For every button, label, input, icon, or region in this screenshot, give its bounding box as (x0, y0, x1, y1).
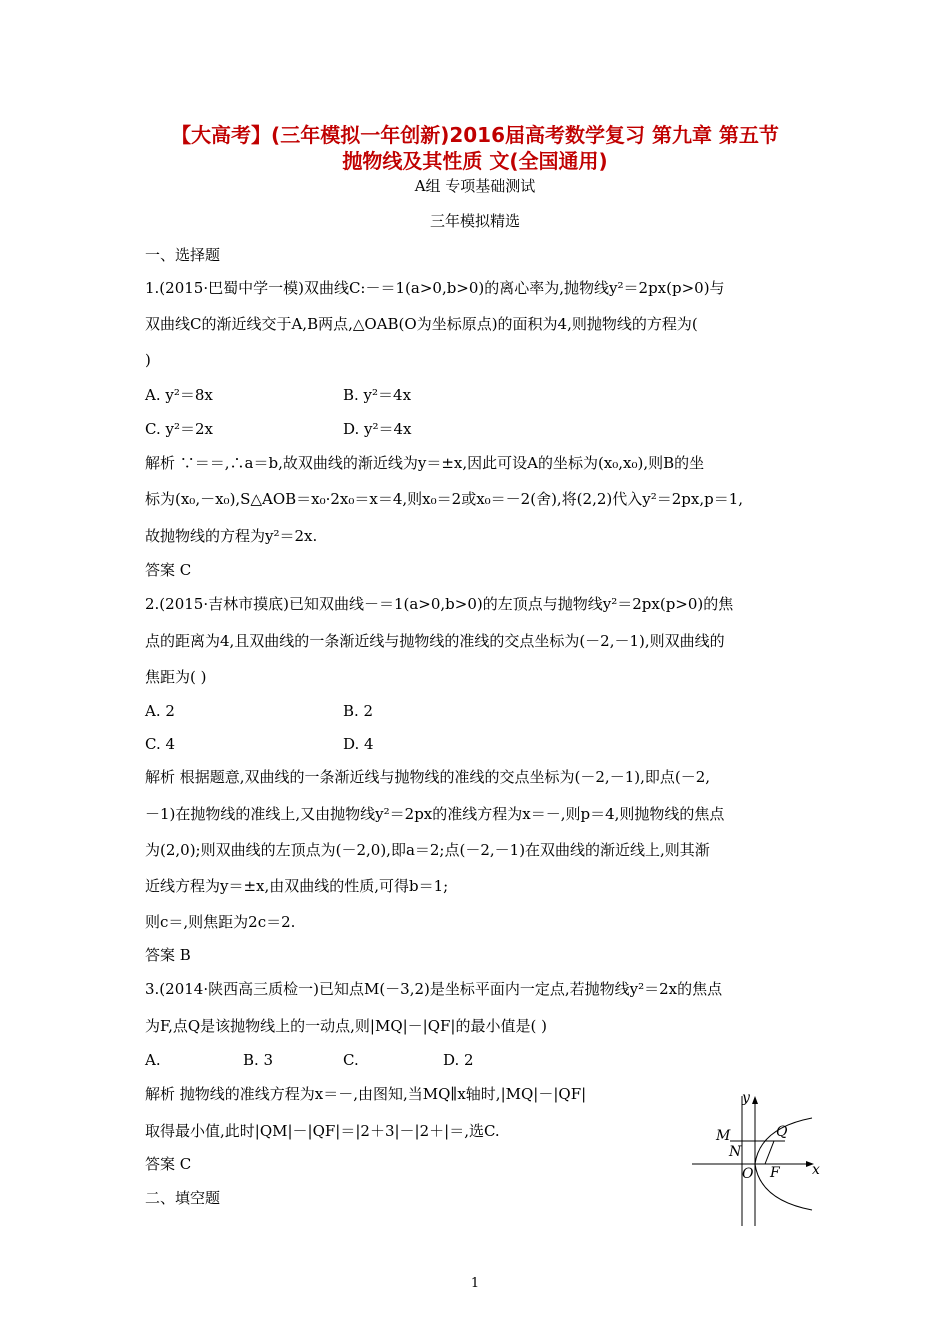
q2-option-c: C. 4 (145, 735, 176, 753)
q2-line: 点的距离为4,且双曲线的一条渐近线与抛物线的准线的交点坐标为(－2,－1),则双曲线的 (145, 632, 725, 650)
q3-line: 为F,点Q是该抛物线上的一动点,则|MQ|－|QF|的最小值是( ) (145, 1017, 547, 1035)
document-title-line2: 抛物线及其性质 文(全国通用) (342, 149, 608, 173)
label-m: M (716, 1128, 731, 1144)
label-x: x (812, 1162, 820, 1178)
group-heading: A组 专项基础测试 (414, 177, 536, 195)
page-number: 1 (470, 1276, 480, 1291)
q1-option-d: D. y²＝4x (343, 420, 412, 438)
q1-option-c: C. y²＝2x (145, 420, 213, 438)
qf-segment (765, 1141, 774, 1164)
q2-option-d: D. 4 (343, 735, 374, 753)
q3-option-a: A. (145, 1051, 161, 1069)
q2-solution-line: 则c＝,则焦距为2c＝2. (145, 913, 296, 931)
q1-line: ) (145, 351, 151, 369)
q2-solution-line: 为(2,0);则双曲线的左顶点为(－2,0),即a＝2;点(－2,－1)在双曲线的渐近线上,则其渐 (145, 841, 710, 859)
q3-answer: 答案 C (145, 1155, 192, 1173)
q3-option-b: B. 3 (243, 1051, 274, 1069)
q1-line: 1.(2015·巴蜀中学一模)双曲线C:－＝1(a>0,b>0)的离心率为,抛物线y²＝2px(p>0)与 (145, 279, 725, 297)
q1-solution-line: 解析 ∵＝＝,∴a＝b,故双曲线的渐近线为y＝±x,因此可设A的坐标为(x₀,x₀),则B的坐 (145, 454, 705, 472)
y-axis-arrow (752, 1096, 758, 1104)
label-n: N (729, 1144, 742, 1160)
section-heading-choice: 一、选择题 (145, 246, 221, 264)
label-q: Q (776, 1124, 788, 1140)
q1-option-b: B. y²＝4x (343, 386, 412, 404)
q2-line: 焦距为( ) (145, 668, 207, 686)
q2-option-a: A. 2 (145, 702, 175, 720)
q2-answer: 答案 B (145, 946, 191, 964)
q3-option-d: D. 2 (443, 1051, 474, 1069)
q1-option-a: A. y²＝8x (145, 386, 213, 404)
label-y: y (742, 1090, 750, 1106)
q2-option-b: B. 2 (343, 702, 374, 720)
q2-solution-line: －1)在抛物线的准线上,又由抛物线y²＝2px的准线方程为x＝－,则p＝4,则抛物线的焦点 (145, 805, 725, 823)
q3-option-c: C. (343, 1051, 359, 1069)
label-o: O (742, 1166, 754, 1182)
q3-solution-line: 取得最小值,此时|QM|－|QF|＝|2＋3|－|2＋|＝,选C. (145, 1122, 500, 1140)
q2-solution-line: 解析 根据题意,双曲线的一条渐近线与抛物线的准线的交点坐标为(－2,－1),即点(－2, (145, 768, 711, 786)
q3-solution-line: 解析 抛物线的准线方程为x＝－,由图知,当MQ∥x轴时,|MQ|－|QF| (145, 1085, 587, 1103)
label-f: F (770, 1165, 780, 1181)
section-heading-fill: 二、填空题 (145, 1189, 221, 1207)
q1-line: 双曲线C的渐近线交于A,B两点,△OAB(O为坐标原点)的面积为4,则抛物线的方程为( (145, 315, 698, 333)
q2-solution-line: 近线方程为y＝±x,由双曲线的性质,可得b＝1; (145, 877, 449, 895)
q1-solution-line: 标为(x₀,－x₀),S△AOB＝x₀·2x₀＝x＝4,则x₀＝2或x₀＝－2(舍),将(2,2)代入y²＝2px,p＝1, (145, 490, 744, 508)
q2-line: 2.(2015·吉林市摸底)已知双曲线－＝1(a>0,b>0)的左顶点与抛物线y²＝2px(p>0)的焦 (145, 595, 734, 613)
q3-line: 3.(2014·陕西高三质检一)已知点M(－3,2)是坐标平面内一定点,若抛物线y²＝2x的焦点 (145, 980, 723, 998)
parabola-figure (690, 1088, 830, 1228)
subsection-heading: 三年模拟精选 (429, 212, 520, 230)
q1-solution-line: 故抛物线的方程为y²＝2x. (145, 527, 318, 545)
q1-answer: 答案 C (145, 561, 192, 579)
document-title-line1: 【大高考】(三年模拟一年创新)2016届高考数学复习 第九章 第五节 (171, 123, 779, 147)
